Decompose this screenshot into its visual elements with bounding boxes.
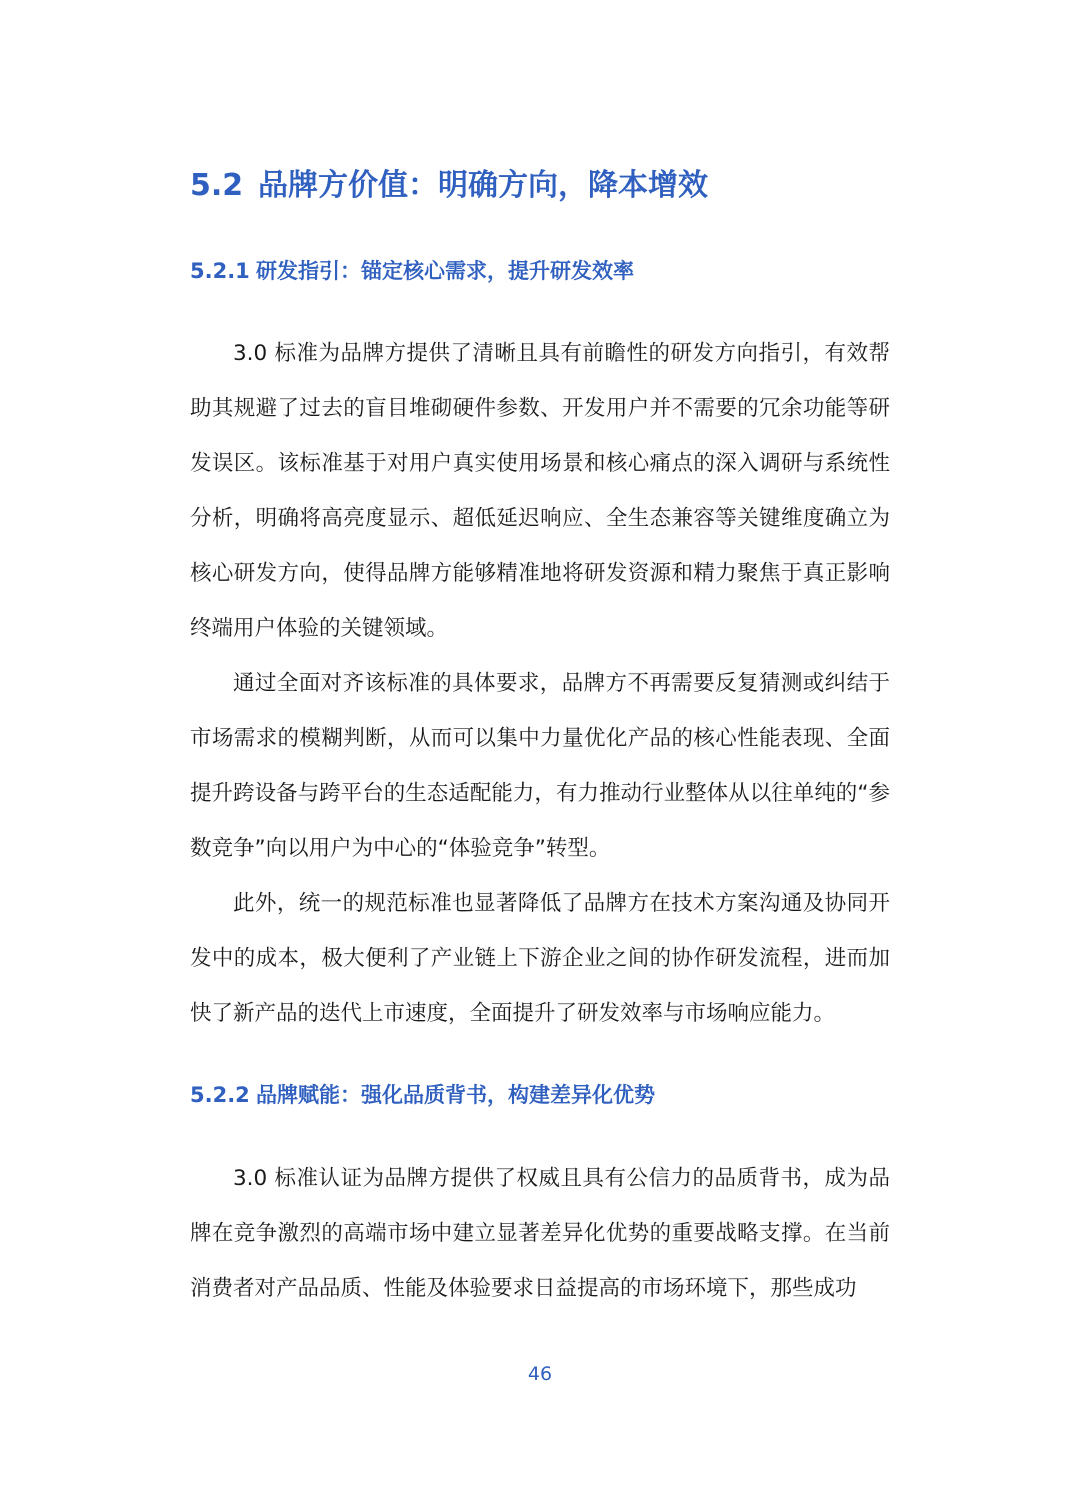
subsection-title: 品牌赋能：强化品质背书，构建差异化优势 <box>256 1083 655 1107</box>
section-heading <box>190 164 890 208</box>
subsection-number: 5.2.2 <box>190 1083 250 1107</box>
section-number: 5.2 <box>190 168 244 203</box>
body-paragraph: 此外，统一的规范标准也显著降低了品牌方在技术方案沟通及协同开发中的成本，极大便利了产业链上下游企业之间的协作研发流程，进而加快了新产品的迭代上市速度，全面提升了研发效率与市场响应能力。 <box>190 891 890 1026</box>
body-paragraph: 3.0 标准为品牌方提供了清晰且具有前瞻性的研发方向指引，有效帮助其规避了过去的盲目堆砌硬件参数、开发用户并不需要的冗余功能等研发误区。该标准基于对用户真实使用场景和核心痛点的深入调研与系统性分析，明确将高亮度显示、超低延迟响应、全生态兼容等关键维度确立为核心研发方向，使得品牌方能够精准地将研发资源和精力聚焦于真正影响终端用户体验的关键领域。 <box>190 341 890 641</box>
subsection-heading <box>190 1080 890 1110</box>
section-title: 品牌方价值：明确方向，降本增效 <box>258 168 708 203</box>
page-number: 46 <box>527 1363 553 1385</box>
subsection-title: 研发指引：锚定核心需求，提升研发效率 <box>256 259 634 283</box>
subsection-heading <box>190 256 890 286</box>
body-paragraph: 3.0 标准认证为品牌方提供了权威且具有公信力的品质背书，成为品牌在竞争激烈的高端市场中建立显著差异化优势的重要战略支撑。在当前消费者对产品品质、性能及体验要求日益提高的市场环境下，那些成功 <box>190 1166 890 1301</box>
subsection-number: 5.2.1 <box>190 259 250 283</box>
body-paragraph: 通过全面对齐该标准的具体要求，品牌方不再需要反复猜测或纠结于市场需求的模糊判断，从而可以集中力量优化产品的核心性能表现、全面提升跨设备与跨平台的生态适配能力，有力推动行业整体从以往单纯的“参数竞争”向以用户为中心的“体验竞争”转型。 <box>190 671 890 861</box>
